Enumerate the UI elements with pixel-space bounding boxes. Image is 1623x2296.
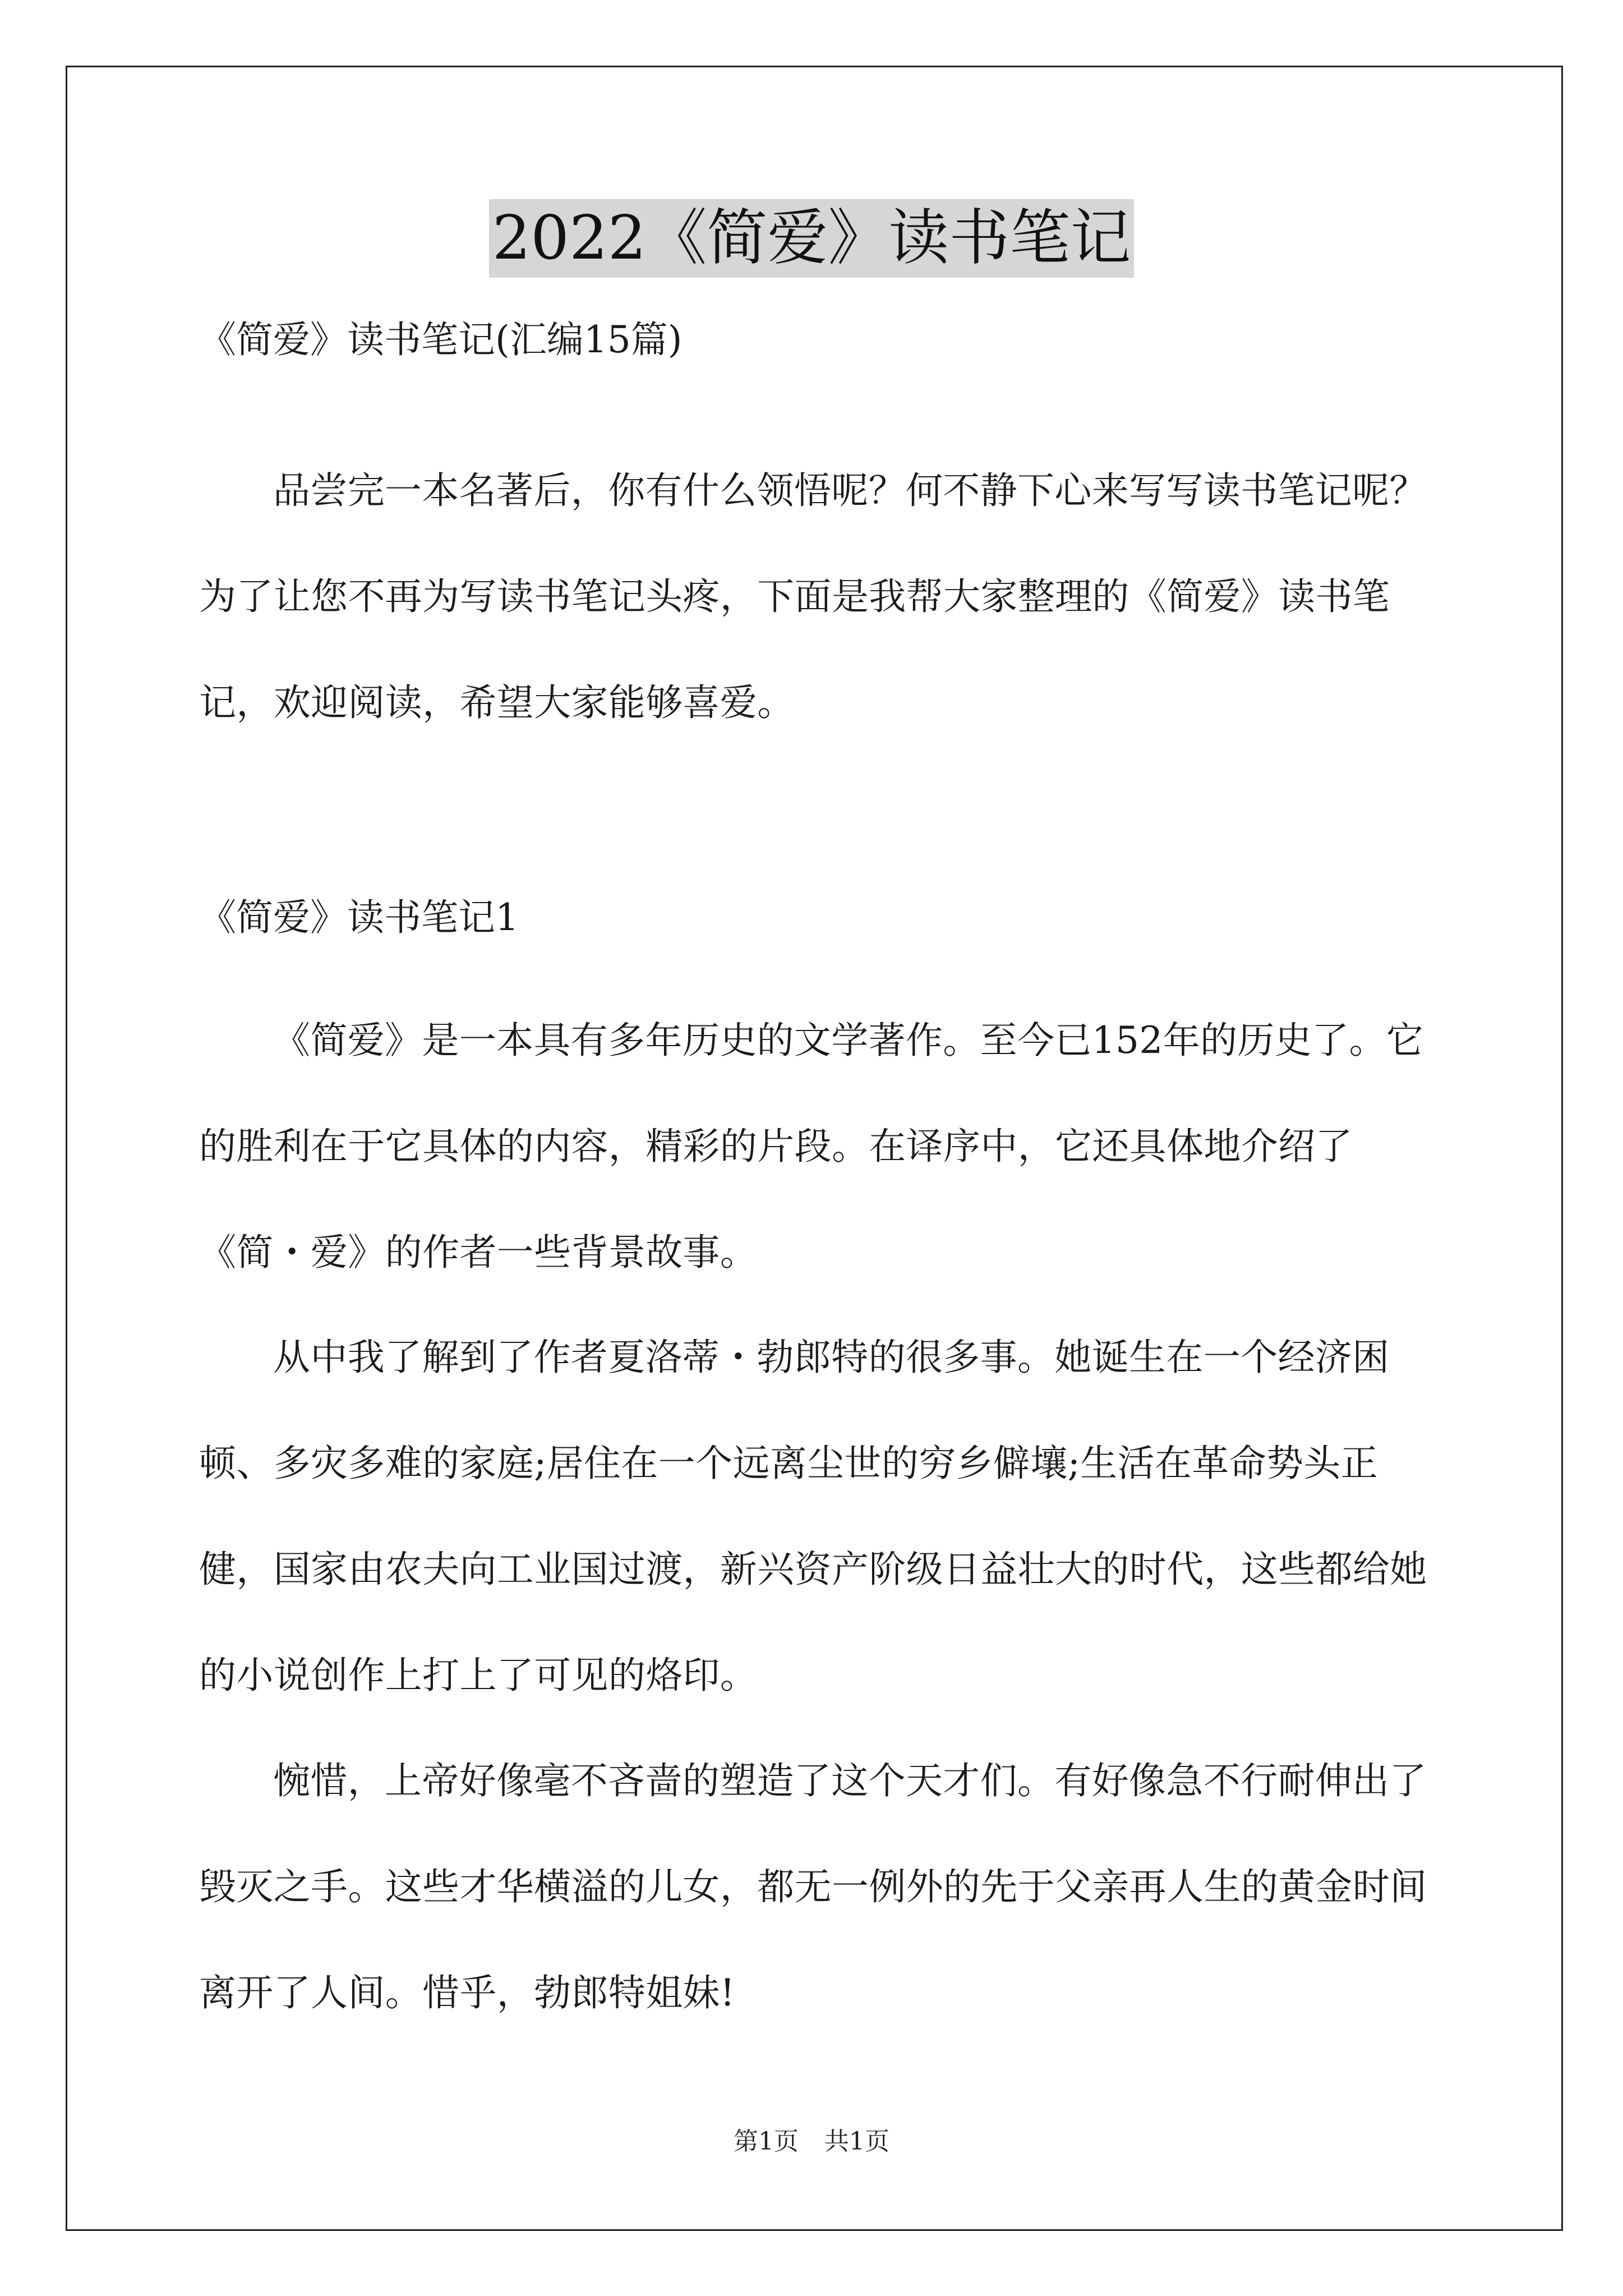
body-paragraph-1: 《简爱》是一本具有多年历史的文学著作。至今已152年的历史了。它的胜利在于它具体的内容，精彩的片段。在译序中，它还具体地介绍了《简・爱》的作者一些背景故事。	[199, 1019, 1424, 1274]
page-number-total: 共1页	[824, 2127, 889, 2156]
section-heading: 《简爱》读书笔记1	[199, 896, 519, 939]
document-title: 2022《简爱》读书笔记	[489, 199, 1135, 278]
page-footer	[0, 2125, 1623, 2159]
intro-paragraph: 品尝完一本名著后，你有什么领悟呢？何不静下心来写写读书笔记呢？为了让您不再为写读书笔记头疼，下面是我帮大家整理的《简爱》读书笔记，欢迎阅读，希望大家能够喜爱。	[199, 469, 1427, 724]
document-subtitle: 《简爱》读书笔记(汇编15篇)	[199, 318, 683, 361]
title-container	[0, 199, 1623, 278]
page-number-current: 第1页	[734, 2127, 799, 2156]
body-paragraph-2: 从中我了解到了作者夏洛蒂・勃郎特的很多事。她诞生在一个经济困顿、多灾多难的家庭;居住在一个远离尘世的穷乡僻壤;生活在革命势头正健，国家由农夫向工业国过渡，新兴资产阶级日益壮大的时代，这些都给她的小说创作上打上了可见的烙印。	[199, 1336, 1427, 1697]
body-paragraph-3: 惋惜，上帝好像毫不吝啬的塑造了这个天才们。有好像急不行耐伸出了毁灭之手。这些才华横溢的儿女，都无一例外的先于父亲再人生的黄金时间离开了人间。惜乎，勃郎特姐妹!	[199, 1759, 1427, 2014]
